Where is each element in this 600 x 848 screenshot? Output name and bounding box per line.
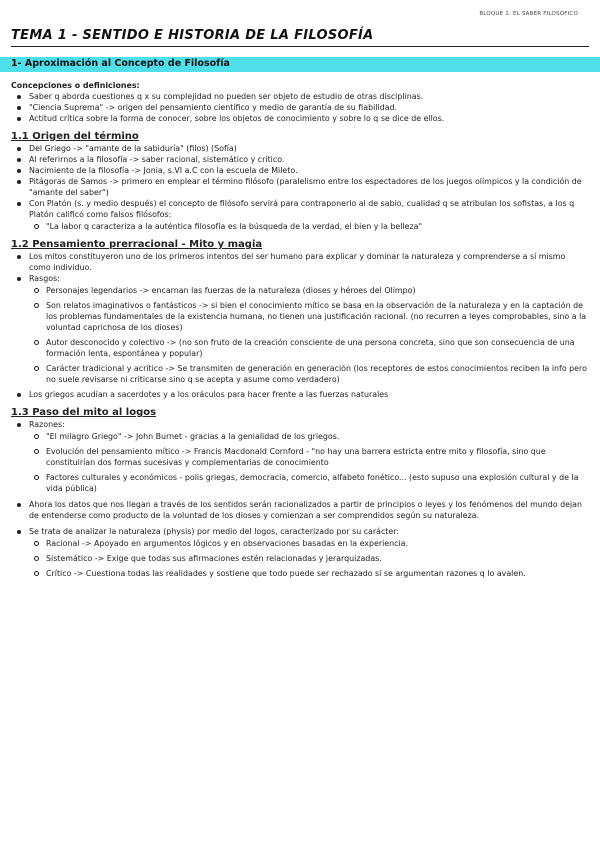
page-title: TEMA 1 - SENTIDO E HISTORIA DE LA FILOSOFÍA	[11, 28, 589, 47]
list-item-text: Rasgos:	[29, 274, 60, 283]
list-item: Ahora los datos que nos llegan a través de los sentidos serán racionalizados a partir de principios o leyes y los fenómenos del mundo dejan de entenderse como producto de la voluntad de los dioses y comienzan a ser comprendidos según su naturaleza.	[11, 499, 589, 521]
list-item: Del Griego -> "amante de la sabiduría" (filos) (Sofía)	[11, 143, 589, 154]
sub-list-item: Carácter tradicional y acrítico -> Se transmiten de generación en generación (los receptores de estos conocimientos reciben la info pero no suele revisarse ni criticarse sino q se acepta y asume como verdadero)	[29, 363, 589, 385]
sub-list-item: Son relatos imaginativos o fantásticos -> si bien el conocimiento mítico se basa en la observación de la naturaleza y en la captación de los problemas fundamentales de la existencia humana, no tienen una justificación racional. (no recurren a leyes comprobables, sino a la voluntad caprichosa de los dioses)	[29, 300, 589, 333]
origen-list	[11, 143, 589, 232]
section-bar	[0, 57, 600, 72]
list-item: Saber q aborda cuestiones q x su complejidad no pueden ser objeto de estudio de otras disciplinas.	[11, 91, 589, 102]
list-item	[11, 526, 589, 579]
heading-1-2: 1.2 Pensamiento prerracional - Mito y magia	[11, 239, 263, 250]
list-item-text: Razones:	[29, 420, 65, 429]
sub-list-item: Factores culturales y económicos - polis griegas, democracia, comercio, alfabeto fonético... (esto supuso una explosión cultural y de la vida pública)	[29, 472, 589, 494]
list-item-text: Se trata de analizar la naturaleza (physis) por medio del logos, caracterizado por su carácter:	[29, 527, 400, 536]
platon-sublist	[29, 221, 589, 232]
list-item	[11, 273, 589, 385]
concepciones-heading: Concepciones o definiciones:	[11, 81, 140, 90]
list-item	[11, 198, 589, 232]
list-item: "Ciencia Suprema" -> origen del pensamiento científico y medio de garantía de su fiabilidad.	[11, 102, 589, 113]
list-item: Actitud crítica sobre la forma de conocer, sobre los objetos de conocimiento y sobre lo q se dice de ellos.	[11, 113, 589, 124]
sub-list-item: Racional -> Apoyado en argumentos lógicos y en observaciones basadas en la experiencia.	[29, 538, 589, 549]
list-item	[11, 419, 589, 494]
heading-1-3: 1.3 Paso del mito al logos	[11, 407, 157, 418]
list-item: Al referirnos a la filosofía -> saber racional, sistemático y crítico.	[11, 154, 589, 165]
logos-list	[11, 419, 589, 579]
sub-list-item: Autor desconocido y colectivo -> (no son fruto de la creación consciente de una persona concreta, sino que son consecuencia de una formación lenta, espontánea y popular)	[29, 337, 589, 359]
sub-list-item: Personajes legendarios -> encarnan las fuerzas de la naturaleza (dioses y héroes del Olimpo)	[29, 285, 589, 296]
sub-list-item: Evolución del pensamiento mítico -> Francis Macdonald Cornford - "no hay una barrera estricta entre mito y filosofía, sino que constituirían dos formas sucesivas y complementarias de conocimiento	[29, 446, 589, 468]
mito-list	[11, 251, 589, 400]
sub-list-item: "La labor q caracteriza a la auténtica filosofía es la búsqueda de la verdad, el bien y la belleza"	[29, 221, 589, 232]
concepciones-list	[11, 91, 589, 124]
sub-list-item: "El milagro Griego" -> John Burnet - gracias a la genialidad de los griegos.	[29, 431, 589, 442]
list-item: Los griegos acudían a sacerdotes y a los oráculos para hacer frente a las fuerzas naturales	[11, 389, 589, 400]
heading-1-1: 1.1 Origen del término	[11, 131, 139, 142]
sub-list-item: Sistemático -> Exige que todas sus afirmaciones estén relacionadas y jerarquizadas.	[29, 553, 589, 564]
list-item-text: Con Platón (s. y medio después) el concepto de filósofo servirá para contraponerlo al de sabio, cualidad q se atribulan los sofistas, a los q Platón calificó como falsos filósofos:	[29, 199, 575, 219]
sub-list-item: Crítico -> Cuestiona todas las realidades y sostiene que todo puede ser rechazado si se argumentan razones q lo avalen.	[29, 568, 589, 579]
caracter-sublist	[29, 538, 589, 579]
section-bar-label: 1- Aproximación al Concepto de Filosofía	[11, 58, 230, 69]
list-item: Pitágoras de Samos -> primero en emplear el término filósofo (paralelismo entre los espectadores de los juegos olímpicos y la condición de "amante del saber")	[11, 176, 589, 198]
content	[11, 80, 589, 583]
rasgos-sublist	[29, 285, 589, 385]
header-tag: BLOQUE 1: EL SABER FILOSÓFICO	[479, 11, 578, 17]
razones-sublist	[29, 431, 589, 494]
list-item: Los mitos constituyeron uno de los primeros intentos del ser humano para explicar y dominar la naturaleza y comprenderse a sí mismo como individuo.	[11, 251, 589, 273]
list-item: Nacimiento de la filosofía -> Jonia, s.VI a.C con la escuela de Mileto.	[11, 165, 589, 176]
